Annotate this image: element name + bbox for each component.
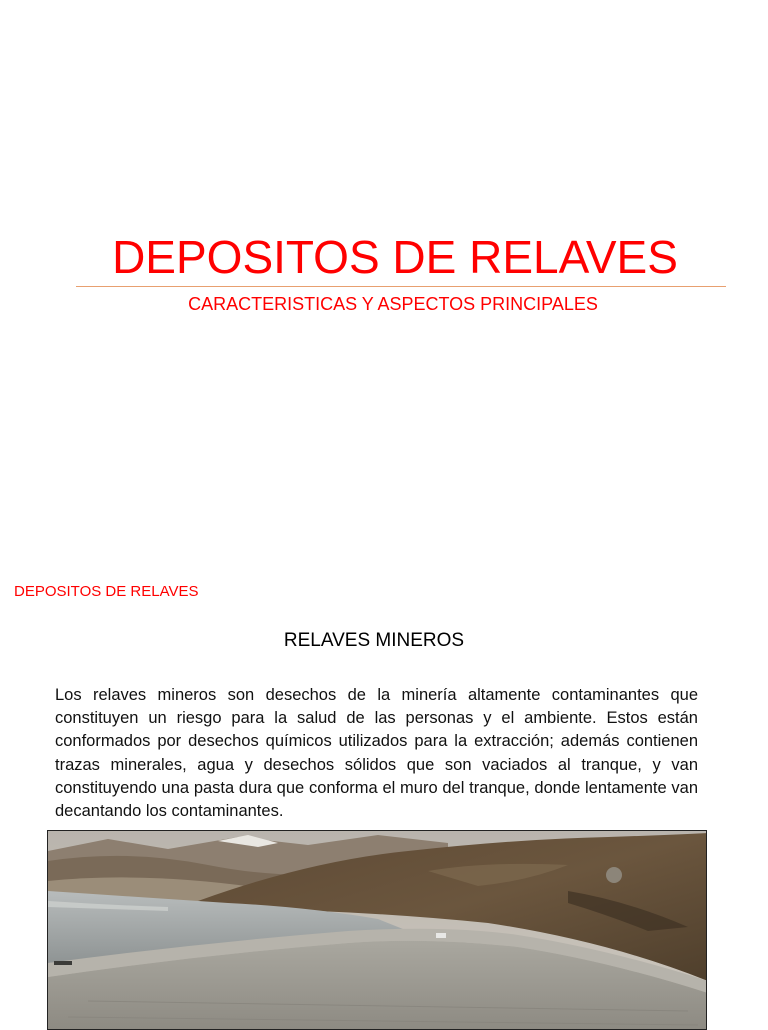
main-title: DEPOSITOS DE RELAVES <box>112 231 678 283</box>
tailings-dam-photo <box>47 830 707 1030</box>
title-divider <box>76 286 726 287</box>
slide-heading: RELAVES MINEROS <box>283 630 465 651</box>
subtitle: CARACTERISTICAS Y ASPECTOS PRINCIPALES <box>188 294 598 314</box>
body-paragraph: Los relaves mineros son desechos de la minería altamente contaminantes que constituyen un riesgo para la salud de las personas y el ambiente. Estos están conformados por desechos químicos utilizados para la extracción; además contienen trazas minerales, agua y desechos sólidos que son vaciados al tranque, y van constituyendo una pasta dura que conforma el muro del tranque, donde lentamente van decantando los contaminantes. <box>55 686 698 821</box>
content-slide <box>0 576 768 1024</box>
tailings-dam-illustration <box>48 831 707 1030</box>
section-label: DEPOSITOS DE RELAVES <box>14 583 199 600</box>
